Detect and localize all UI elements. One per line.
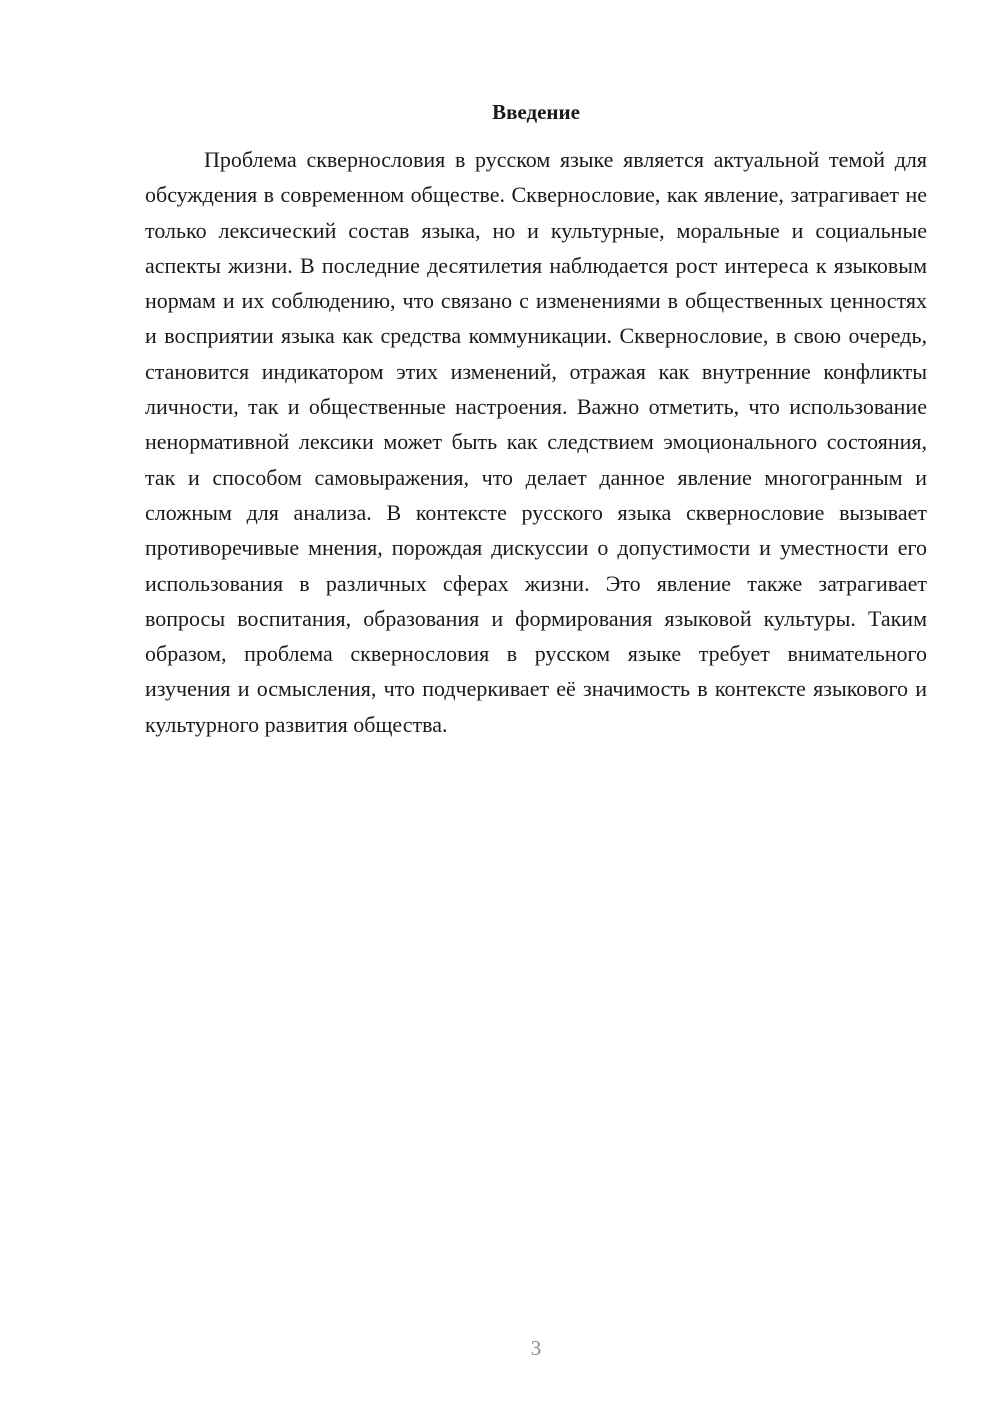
section-heading: Введение (492, 100, 580, 124)
body-paragraph: Проблема сквернословия в русском языке является актуальной темой для обсуждения в современном обществе. Сквернословие, как явление, затрагивает не только лексический состав языка, но и культурные, моральные и социальные аспекты жизни. В последние десятилетия наблюдается рост интереса к языковым нормам и их соблюдению, что связано с изменениями в общественных ценностях и восприятии языка как средства коммуникации. Сквернословие, в свою очередь, становится индикатором этих изменений, отражая как внутренние конфликты личности, так и общественные настроения. Важно отметить, что использование ненормативной лексики может быть как следствием эмоционального состояния, так и способом самовыражения, что делает данное явление многогранным и сложным для анализа. В контексте русского языка сквернословие вызывает противоречивые мнения, порождая дискуссии о допустимости и уместности его использования в различных сферах жизни. Это явление также затрагивает вопросы воспитания, образования и формирования языковой культуры. Таким образом, проблема сквернословия в русском языке требует внимательного изучения и осмысления, что подчеркивает её значимость в контексте языкового и культурного развития общества. (145, 147, 927, 737)
page-number: 3 (530, 1336, 542, 1360)
